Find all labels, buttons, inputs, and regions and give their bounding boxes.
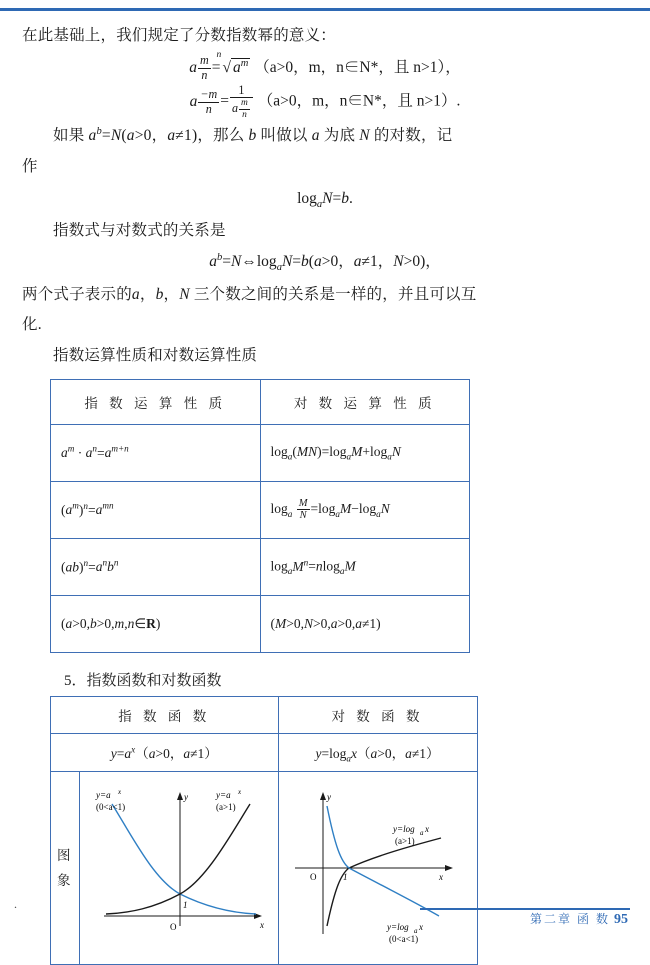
log-graph-tick-label: 1 (342, 872, 347, 883)
cell-log-rule-2: $\log_a$ $\frac{M}{N}$ $=\log_aM-\log_aN$ (260, 481, 470, 538)
logarithm-graph (283, 776, 473, 956)
cell-log-graph (278, 772, 477, 965)
table-row (51, 424, 470, 481)
footer-chapter-label: 第二章 函 数 (529, 912, 610, 926)
exp-graph-label-decay-exp: x (117, 788, 121, 797)
cell-log-formula: $y=\log_ax(a>0$，a≠1） (278, 733, 477, 772)
exp-graph-y-axis: y (183, 792, 188, 803)
cell-exp-rule-1: $a^m \cdot a^n=a^{m+n}$ (51, 424, 261, 481)
formula-fractional-power-2: a $\frac{-m}{n}$ = 1 a $\frac{m}{n}$ （a>0，m，n∈N*，且 n>1）. (189, 83, 461, 120)
p4-part2: 三个数之间的关系是一样的，并且可以互 (193, 285, 477, 303)
exp-graph-tick-label: 1 (182, 900, 187, 911)
operations-table (50, 379, 470, 653)
cell-log-rule-1: $\log_a(MN)=\log_aM+\log_aN$ (260, 424, 470, 481)
p2-part3: 叫做以 (260, 127, 308, 145)
log-graph-origin: O (309, 872, 316, 883)
paragraph-relation: 指数式与对数式的关系是 (53, 221, 226, 239)
header-log-function (278, 696, 477, 733)
table-header-row (51, 379, 470, 424)
page-number: 95 (614, 912, 628, 927)
p4-part1: 两个式子表示的 (22, 285, 132, 303)
cell-exp-formula: $y=a^x(a>0$，a≠1） (51, 733, 279, 772)
exp-graph-label-decay-cond: (0<a<1) (95, 802, 125, 813)
header-exp-function (51, 696, 279, 733)
formula2-condition: （a>0，m，n∈N*，且 n>1）. (257, 92, 461, 110)
header-exp-function-label: 指 数 函 数 (118, 708, 211, 724)
fn-header-row (51, 696, 478, 733)
fn-graph-row (51, 772, 478, 965)
table1-title: 指数运算性质和对数运算性质 (53, 346, 258, 364)
paragraph-relation-2: 两个式子表示的a，b，N 三个数之间的关系是一样的，并且可以互 (22, 285, 477, 303)
p2-part2: ，那么 (197, 127, 245, 145)
exp-graph-origin: O (169, 922, 176, 933)
p2-part5: 的对数，记 (373, 127, 453, 145)
header-exp-ops: 指 数 运 算 性 质 (51, 379, 261, 424)
intro-line: 在此基础上，我们规定了分数指数幂的意义： (22, 27, 337, 44)
log-graph-label-decay-var: x (418, 922, 423, 933)
log-graph-x-axis: x (438, 872, 443, 883)
paragraph-log-definition: 如果 $a^b=N(a>0$，a≠1)，那么 b 叫做以 a 为底 N 的对数，记 (53, 126, 453, 145)
cell-exp-graph (79, 772, 278, 965)
margin-dot: . (14, 897, 17, 911)
log-graph-label-grow: y=log (392, 824, 415, 835)
formula-fractional-power-1: a $\frac{m}{n}$ = n √ $a^m$ （a>0，m，n∈N*，且 n>1）， (189, 48, 461, 82)
exp-graph-label-grow: y=a (215, 790, 231, 801)
cell-exp-rule-3: $(ab)^n=a^nb^n$ (51, 538, 261, 595)
footer-text (530, 910, 628, 928)
formula1-condition: （a>0，m，n∈N*，且 n>1）， (254, 58, 461, 76)
cell-exp-rule-2: $(a^m)^n=a^{mn}$ (51, 481, 261, 538)
table-row (51, 481, 470, 538)
exp-graph-label-grow-exp: x (237, 788, 241, 797)
log-graph-y-axis: y (326, 792, 331, 803)
top-rule (0, 8, 650, 11)
cell-exp-condition: (a>0,b>0,m,n∈R) (51, 595, 261, 652)
exp-graph-label-grow-cond: (a>1) (215, 802, 236, 813)
header-log-function-label: 对 数 函 数 (331, 708, 424, 724)
formula-log-form: $\log_aN=b$. (297, 189, 353, 210)
paragraph-relation-3: 化. (22, 316, 42, 334)
log-graph-label-grow-cond: (a>1) (394, 836, 415, 847)
log-graph-label-decay: y=log (386, 922, 409, 933)
cell-log-condition: (M>0,N>0,a>0,a≠1) (260, 595, 470, 652)
page-footer (0, 908, 650, 931)
section-5-title: 5．指数函数和对数函数 (64, 672, 222, 689)
log-graph-label-grow-var: x (424, 824, 429, 835)
fn-formula-row (51, 733, 478, 772)
p2-part4: 为底 (323, 127, 356, 145)
log-graph-label-grow-base: a (419, 829, 423, 838)
exp-graph-x-axis: x (259, 920, 264, 931)
log-graph-label-decay-cond: (0<a<1) (388, 934, 418, 945)
table-row (51, 595, 470, 652)
paragraph-log-definition-cont: 作 (22, 157, 38, 175)
formula-equivalence: $a^b=N\Leftrightarrow\log_aN=b(a>0$，a≠1，N>0)， (209, 252, 441, 274)
cell-log-rule-3: $\log_aM^n=nlog_aM$ (260, 538, 470, 595)
exp-graph-label-decay: y=a (95, 790, 111, 801)
page-content (22, 22, 628, 965)
exponential-graph (84, 776, 274, 956)
log-graph-label-decay-base: a (413, 927, 417, 936)
table-row (51, 538, 470, 595)
p2-part1: 如果 (53, 127, 85, 145)
row-label-graph: 图象 (51, 772, 80, 965)
header-log-ops: 对 数 运 算 性 质 (260, 379, 470, 424)
